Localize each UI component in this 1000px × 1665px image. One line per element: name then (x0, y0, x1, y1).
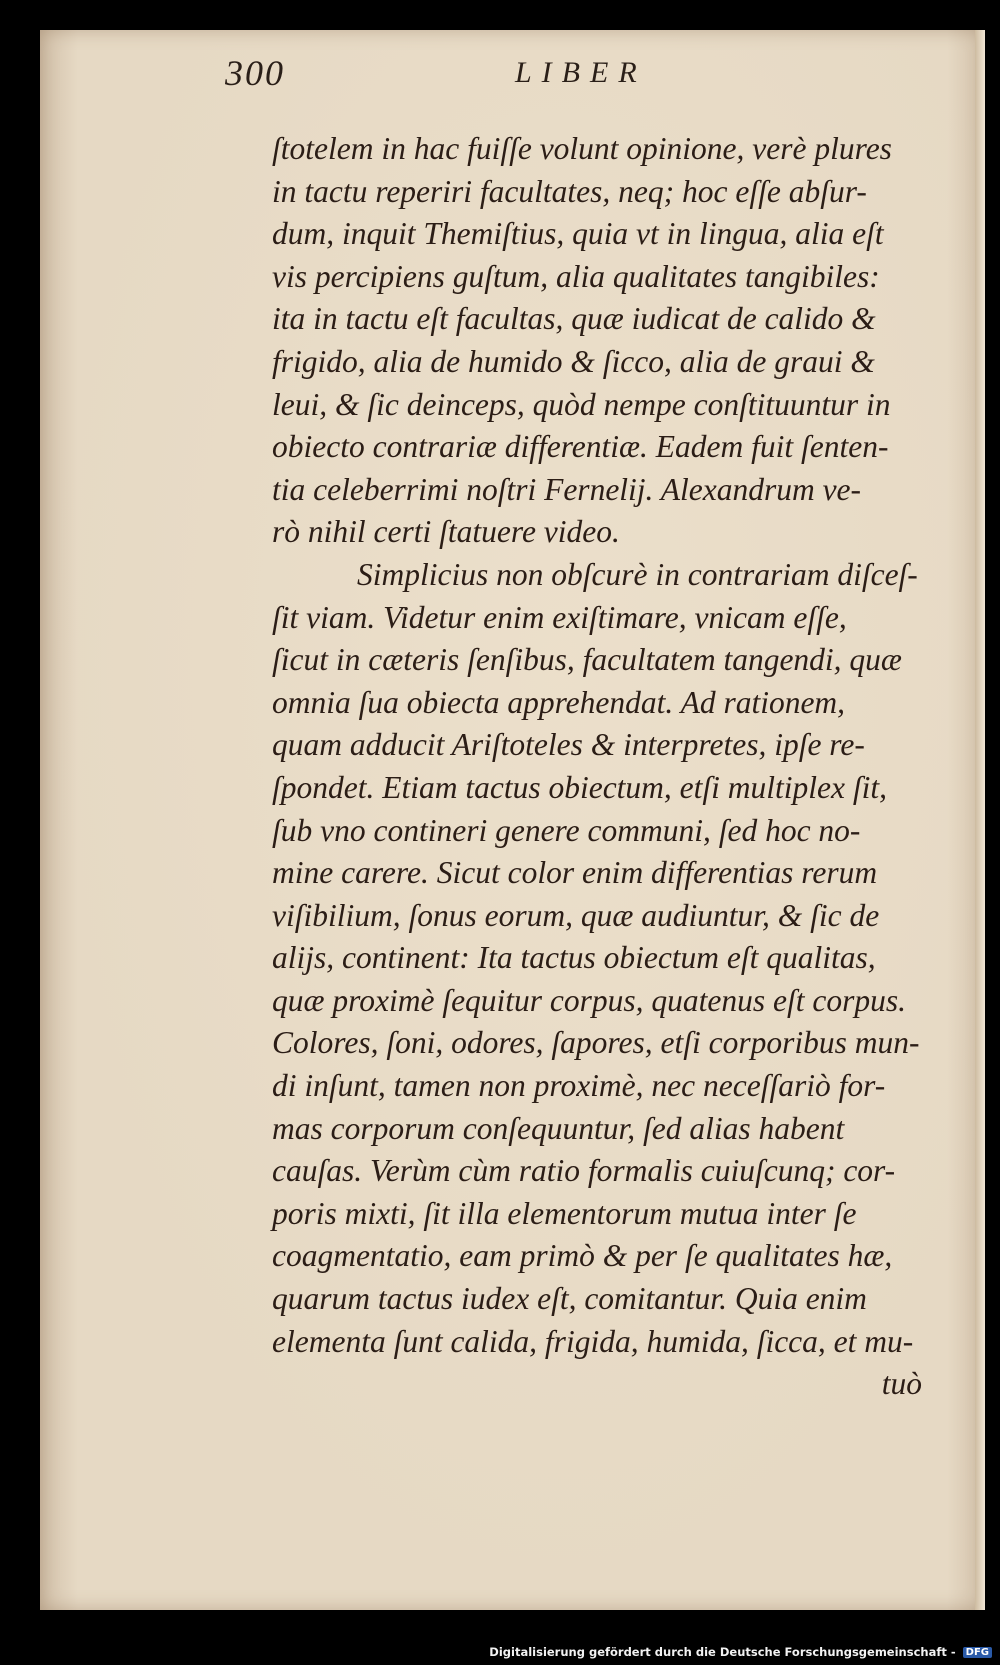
running-head (225, 52, 825, 102)
text-line: leui, & ſic deinceps, quòd nempe conſtituuntur in (272, 386, 891, 422)
funding-credit (489, 1645, 992, 1659)
text-line: alijs, continent: Ita tactus obiectum eſt qualitas, (272, 940, 876, 976)
dfg-logo: DFG (963, 1647, 992, 1658)
text-line: vis percipiens guſtum, alia qualitates tangibiles: (272, 258, 880, 294)
footer-bar (0, 1640, 1000, 1665)
text-line: mas corporum conſequuntur, ſed alias habent (272, 1110, 845, 1146)
text-line: viſibilium, ſonus eorum, quæ audiuntur, & ſic de (272, 897, 880, 933)
text-line: obiecto contrariæ differentiæ. Eadem fuit ſenten- (272, 429, 889, 465)
text-line: ſtotelem in hac fuiſſe volunt opinione, verè plures (272, 131, 892, 166)
text-line: mine carere. Sicut color enim differentias rerum (272, 855, 878, 891)
page-heading: LIBER (515, 56, 647, 89)
text-line: ſpondet. Etiam tactus obiectum, etſi multiplex ſit, (272, 769, 888, 805)
text-line: omnia ſua obiecta apprehendat. Ad rationem, (272, 684, 846, 720)
page-number: 300 (225, 53, 285, 93)
text-line: dum, inquit Themiſtius, quia vt in lingua, alia eſt (272, 216, 884, 252)
text-line: coagmentatio, eam primò & per ſe qualitates hæ, (272, 1238, 893, 1274)
text-line: Colores, ſoni, odores, ſapores, etſi corporibus mun- (272, 1025, 920, 1061)
text-line: tia celeberrimi noſtri Fernelij. Alexandrum ve- (272, 471, 862, 507)
text-line: di inſunt, tamen non proximè, nec neceſſariò for- (272, 1068, 886, 1104)
text-line: ſub vno contineri genere communi, ſed hoc no- (272, 812, 861, 848)
text-line: quam adducit Ariſtoteles & interpretes, ipſe re- (272, 727, 865, 763)
catchword: tuò (881, 1366, 922, 1402)
text-line: elementa ſunt calida, frigida, humida, ſicca, et mu- (272, 1323, 914, 1359)
text-line: in tactu reperiri facultates, neq; hoc eſſe abſur- (272, 173, 867, 209)
text-line: cauſas. Verùm cùm ratio formalis cuiuſcunq; cor- (272, 1153, 896, 1189)
text-line: quarum tactus iudex eſt, comitantur. Quia enim (272, 1281, 867, 1317)
text-line: ſicut in cæteris ſenſibus, facultatem tangendi, quæ (272, 642, 902, 678)
text-line: poris mixti, ſit illa elementorum mutua inter ſe (272, 1195, 857, 1231)
paragraph-start-line: Simplicius non obſcurè in contrariam diſceſ- (357, 556, 918, 592)
body-text (272, 128, 962, 1406)
text-line: quæ proximè ſequitur corpus, quatenus eſt corpus. (272, 982, 907, 1018)
funding-credit-text: Digitalisierung gefördert durch die Deutsche Forschungsgemeinschaft - (489, 1645, 956, 1659)
text-line: ita in tactu eſt facultas, quæ iudicat de calido & (272, 301, 876, 337)
text-line: rò nihil certi ſtatuere video. (272, 514, 620, 550)
text-line: ſit viam. Videtur enim exiſtimare, vnicam eſſe, (272, 599, 847, 635)
page-edge (975, 30, 985, 1610)
text-line: frigido, alia de humido & ſicco, alia de graui & (272, 343, 875, 379)
